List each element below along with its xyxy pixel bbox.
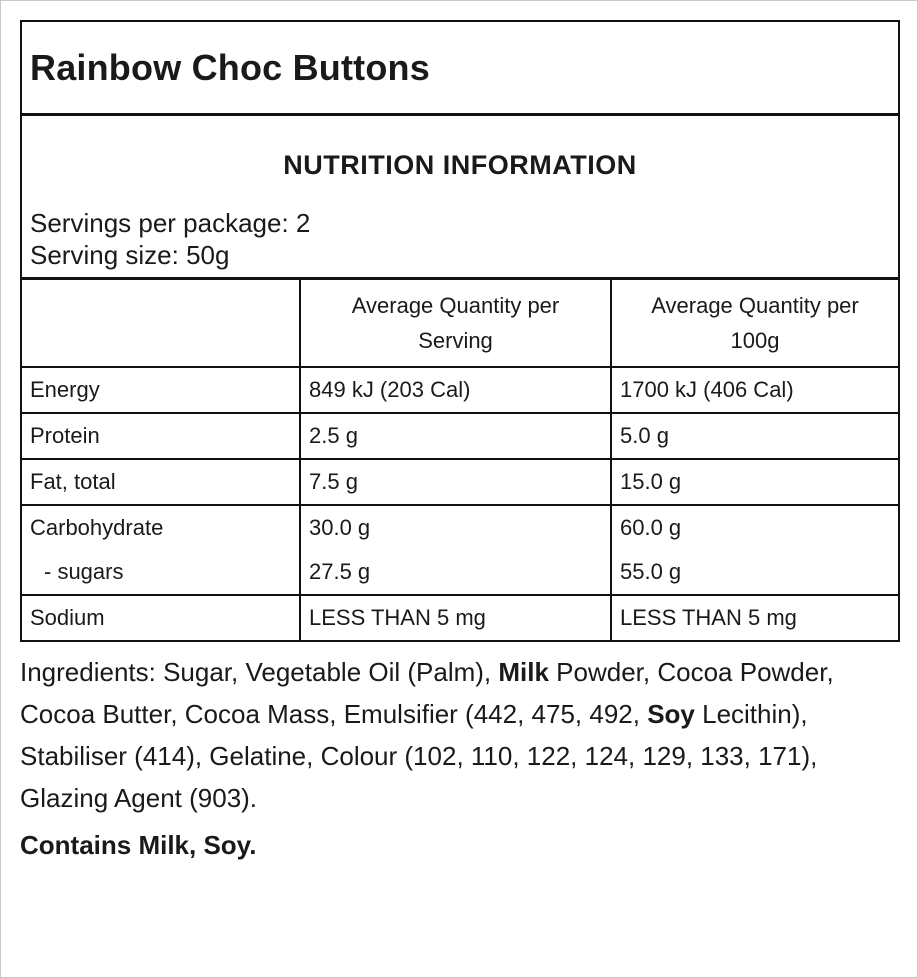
nutrition-panel [20, 20, 900, 642]
per-100g-value: 15.0 g [611, 459, 898, 505]
table-row [22, 595, 898, 640]
per-serving-value-group [300, 505, 611, 595]
per-serving-value: 30.0 g [309, 515, 371, 540]
column-header-nutrient [22, 280, 300, 367]
per-100g-value: 60.0 g [620, 515, 682, 540]
per-serving-value: 849 kJ (203 Cal) [300, 367, 611, 413]
nutrient-name: Sodium [22, 595, 300, 640]
serving-size: Serving size: 50g [30, 240, 230, 270]
table-row [22, 505, 898, 595]
per-100g-value: LESS THAN 5 mg [611, 595, 898, 640]
table-header-row [22, 280, 898, 367]
per-serving-value: 27.5 g [309, 559, 371, 584]
table-row [22, 367, 898, 413]
nutrition-heading: NUTRITION INFORMATION [283, 150, 637, 180]
allergen-soy: Soy [647, 699, 695, 729]
nutrition-info-block [22, 116, 898, 280]
per-100g-value: 1700 kJ (406 Cal) [611, 367, 898, 413]
per-100g-value-group [611, 505, 898, 595]
column-header-per-100g: Average Quantity per 100g [611, 280, 898, 367]
title-row [22, 22, 898, 116]
servings-per-package: Servings per package: 2 [30, 208, 311, 238]
nutrient-name-group [22, 505, 300, 595]
servings-info [30, 207, 310, 271]
allergen-milk: Milk [498, 657, 549, 687]
ingredients-part: Ingredients: Sugar, Vegetable Oil (Palm), [20, 657, 499, 687]
per-100g-value: 55.0 g [620, 559, 682, 584]
allergen-statement: Contains Milk, Soy. [20, 830, 257, 860]
per-serving-value: 7.5 g [300, 459, 611, 505]
nutrient-name: Protein [22, 413, 300, 459]
ingredients-part: Powder, Cocoa Powder, Cocoa Butter, Cocoa Mass, Emulsifier (442, 475, 492, [20, 657, 834, 729]
column-header-per-serving: Average Quantity per Serving [300, 280, 611, 367]
product-title: Rainbow Choc Buttons [30, 46, 430, 88]
ingredients-text [20, 651, 910, 819]
nutrient-name: Energy [22, 367, 300, 413]
per-serving-value: LESS THAN 5 mg [300, 595, 611, 640]
nutrient-name: Fat, total [22, 459, 300, 505]
table-row [22, 459, 898, 505]
per-100g-value: 5.0 g [611, 413, 898, 459]
per-serving-value: 2.5 g [300, 413, 611, 459]
sub-nutrient-name: - sugars [44, 559, 124, 584]
nutrition-table [22, 280, 898, 640]
table-row [22, 413, 898, 459]
nutrient-name: Carbohydrate [30, 515, 164, 540]
ingredients-part: Lecithin), Stabiliser (414), Gelatine, Colour (102, 110, 122, 124, 129, 133, 171), Glazing Agent (903). [20, 699, 818, 813]
